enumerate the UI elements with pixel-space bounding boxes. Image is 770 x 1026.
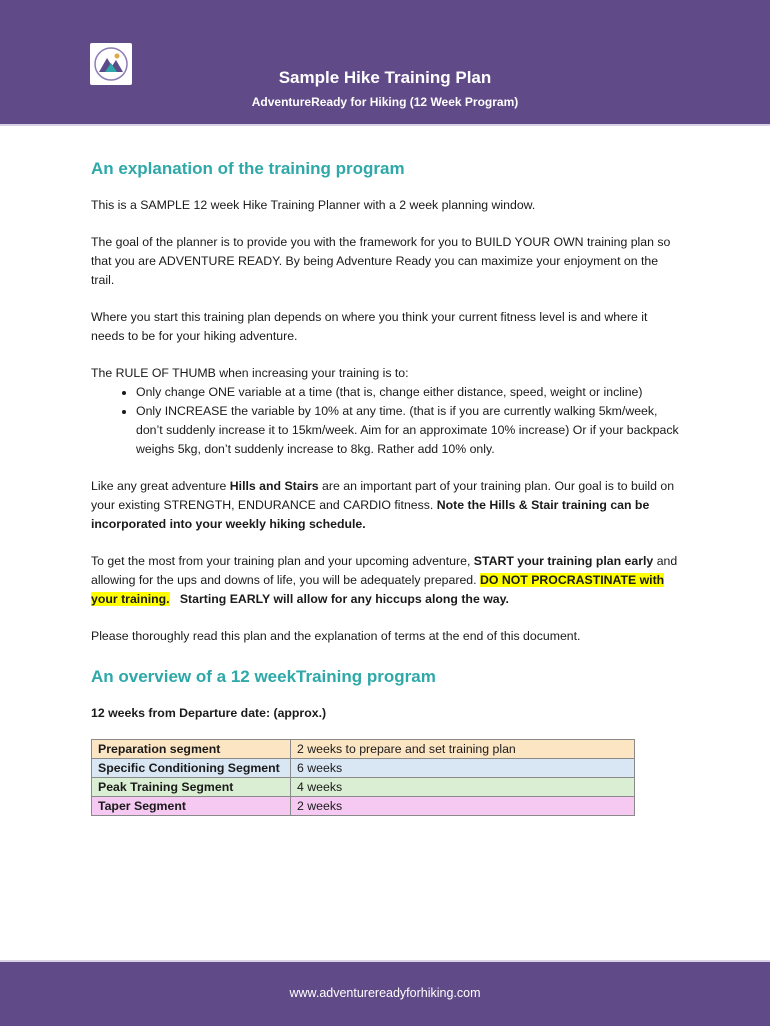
segment-duration-cell: 4 weeks [291, 778, 635, 797]
list-item: • Only change ONE variable at a time (that is, change either distance, speed, weight or incline) [136, 383, 683, 402]
text-run: To get the most from your training plan and your upcoming adventure, [91, 554, 474, 568]
page-footer [0, 960, 770, 1026]
segment-table [91, 739, 635, 816]
table-row [92, 740, 635, 759]
footer-website-link[interactable]: www.adventurereadyforhiking.com [289, 986, 481, 1000]
segment-name-cell: Peak Training Segment [92, 778, 291, 797]
text-run: are an important part of your training plan. Our goal is to build on your existing STRENGTH, ENDURANCE and CARDIO fitness. [91, 479, 675, 512]
document-body [91, 156, 683, 816]
segment-duration-cell: 2 weeks to prepare and set training plan [291, 740, 635, 759]
segment-name-cell: Preparation segment [92, 740, 291, 759]
segment-name-cell: Specific Conditioning Segment [92, 759, 291, 778]
text-run: Like any great adventure [91, 479, 230, 493]
paragraph-rule-of-thumb: The RULE OF THUMB when increasing your training is to: [91, 366, 409, 380]
paragraph-intro: This is a SAMPLE 12 week Hike Training Planner with a 2 week planning window. [91, 198, 536, 212]
segment-name-cell: Taper Segment [92, 797, 291, 816]
rule-list [91, 383, 683, 459]
paragraph-goal: The goal of the planner is to provide you with the framework for you to BUILD YOUR OWN training plan so that you are ADVENTURE READY. By being Adventure Ready you can maximize your enjoyment on the trail. [91, 235, 671, 287]
text-bold: Starting EARLY will allow for any hiccups along the way. [169, 592, 509, 606]
subheading-departure: 12 weeks from Departure date: (approx.) [91, 706, 327, 720]
highlighted-warning: DO NOT PROCRASTINATE with your training. [91, 573, 665, 606]
table-row [92, 797, 635, 816]
segment-duration-cell: 6 weeks [291, 759, 635, 778]
text-bold: START your training plan early [473, 554, 654, 568]
table-row [92, 778, 635, 797]
paragraph-read-plan: Please thoroughly read this plan and the explanation of terms at the end of this document. [91, 629, 581, 643]
page-header [0, 0, 770, 126]
table-row [92, 759, 635, 778]
paragraph-start-early [91, 552, 683, 609]
section-heading-explanation: An explanation of the training program [91, 159, 405, 178]
paragraph-start: Where you start this training plan depends on where you think your current fitness level is and where it needs to be for your hiking adventure. [91, 310, 648, 343]
document-title: Sample Hike Training Plan [278, 68, 492, 87]
list-item: • Only INCREASE the variable by 10% at any time. (that is if you are currently walking 5km/week, don’t suddenly increase it to 15km/week. Aim for an approximate 10% increase) Or if your backpack weighs 5kg, don’t suddenly increase to 8kg. Rather add 10% only. [136, 402, 683, 459]
text-bold: Hills and Stairs [229, 479, 319, 493]
document-subtitle: AdventureReady for Hiking (12 Week Program) [251, 95, 519, 109]
text-bold: Note the Hills & Stair training can be incorporated into your weekly hiking schedule. [91, 498, 650, 531]
segment-duration-cell: 2 weeks [291, 797, 635, 816]
text-run: and allowing for the ups and downs of life, you will be adequately prepared. [91, 554, 678, 587]
paragraph-hills-stairs [91, 477, 683, 534]
section-heading-overview: An overview of a 12 weekTraining program [91, 667, 436, 686]
